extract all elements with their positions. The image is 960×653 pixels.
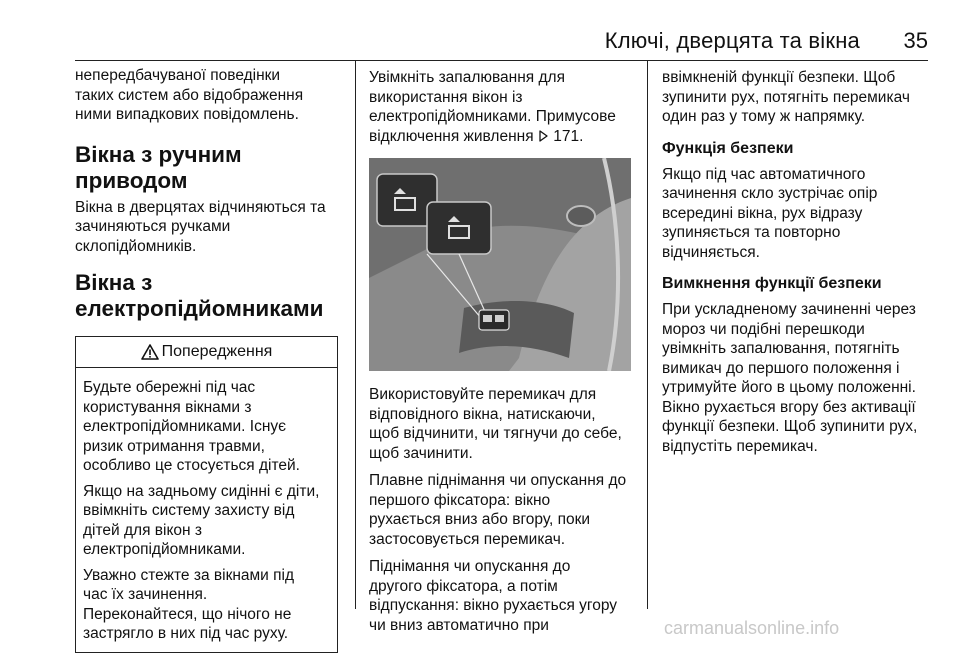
warning-body xyxy=(76,368,337,652)
first-detent-text: Плавне піднімання чи опускання до першого фіксатора: вікно рухається вниз або вгору, поки застосовується перемикач. xyxy=(369,472,627,548)
column-divider-right xyxy=(647,61,648,609)
section-title-manual-windows: Вікна з ручним приводом xyxy=(75,141,242,193)
auto-mode-text: ввімкненій функції безпеки. Щоб зупинити рух, потягніть перемикач один раз у тому ж напрямку. xyxy=(662,69,910,125)
warning-box xyxy=(75,336,338,653)
section-title-power-windows: Вікна з електропідйомниками xyxy=(75,270,324,321)
arrow-reference-icon xyxy=(538,130,549,142)
column-2 xyxy=(369,61,641,643)
ignition-text: Увімкніть запалювання для використання вікон із електропідйомниками. Примусове відключення живлення 171. xyxy=(369,69,616,145)
safety-function-heading: Функція безпеки xyxy=(662,139,794,157)
column-1 xyxy=(75,61,345,653)
warning-title: Попередження xyxy=(161,343,273,360)
intro-continuation: непередбачуваної поведінки таких систем або відображення ними випадкових повідомлень. xyxy=(75,67,304,123)
window-switch-photo xyxy=(369,158,631,371)
warning-triangle-icon xyxy=(141,344,159,360)
reference-page[interactable]: 171. xyxy=(553,127,584,145)
warning-header xyxy=(76,337,337,368)
disable-safety-text: При ускладненому зачиненні через мороз чи подібні перешкоди увімкніть запалювання, потягніть вимикач до першого положення і утримуйте його в цьому положенні. Вікно рухається вгору без активації функції безпеки. Щоб зупинити рух, відпустіть перемикач. xyxy=(662,301,918,455)
column-divider-left xyxy=(355,61,356,609)
header-title: Ключі, дверцята та вікна xyxy=(604,28,860,53)
safety-function-text: Якщо під час автоматичного зачинення скло зустрічає опір всередині вікна, рух відразу зупиняється та повторно відчиняється. xyxy=(662,165,878,261)
column-3 xyxy=(662,61,932,464)
second-detent-text: Піднімання чи опускання до другого фіксатора, а потім відпускання: вікно рухається угору чи вниз автоматично при xyxy=(369,558,618,634)
watermark: carmanualsonline.info xyxy=(664,618,840,638)
manual-windows-text: Вікна в дверцятах відчиняються та зачиняються ручками склопідйомників. xyxy=(75,198,326,255)
page-number: 35 xyxy=(903,28,928,53)
disable-safety-heading: Вимкнення функції безпеки xyxy=(662,275,882,292)
warning-paragraph: Якщо на задньому сидінні є діти, ввімкніть систему захисту від дітей для вікон з електропідйомниками. xyxy=(83,482,320,558)
warning-paragraph: Будьте обережні під час користування вікнами з електропідйомниками. Існує ризик отримання травми, особливо це стосується дітей. xyxy=(83,379,300,474)
switch-usage-text: Використовуйте перемикач для відповідного вікна, натискаючи, щоб відчинити, чи тягнучи до себе, щоб зачинити. xyxy=(369,386,622,462)
warning-paragraph: Уважно стежте за вікнами під час їх зачинення. Переконайтеся, що нічого не застрягло в них під час руху. xyxy=(83,566,295,642)
